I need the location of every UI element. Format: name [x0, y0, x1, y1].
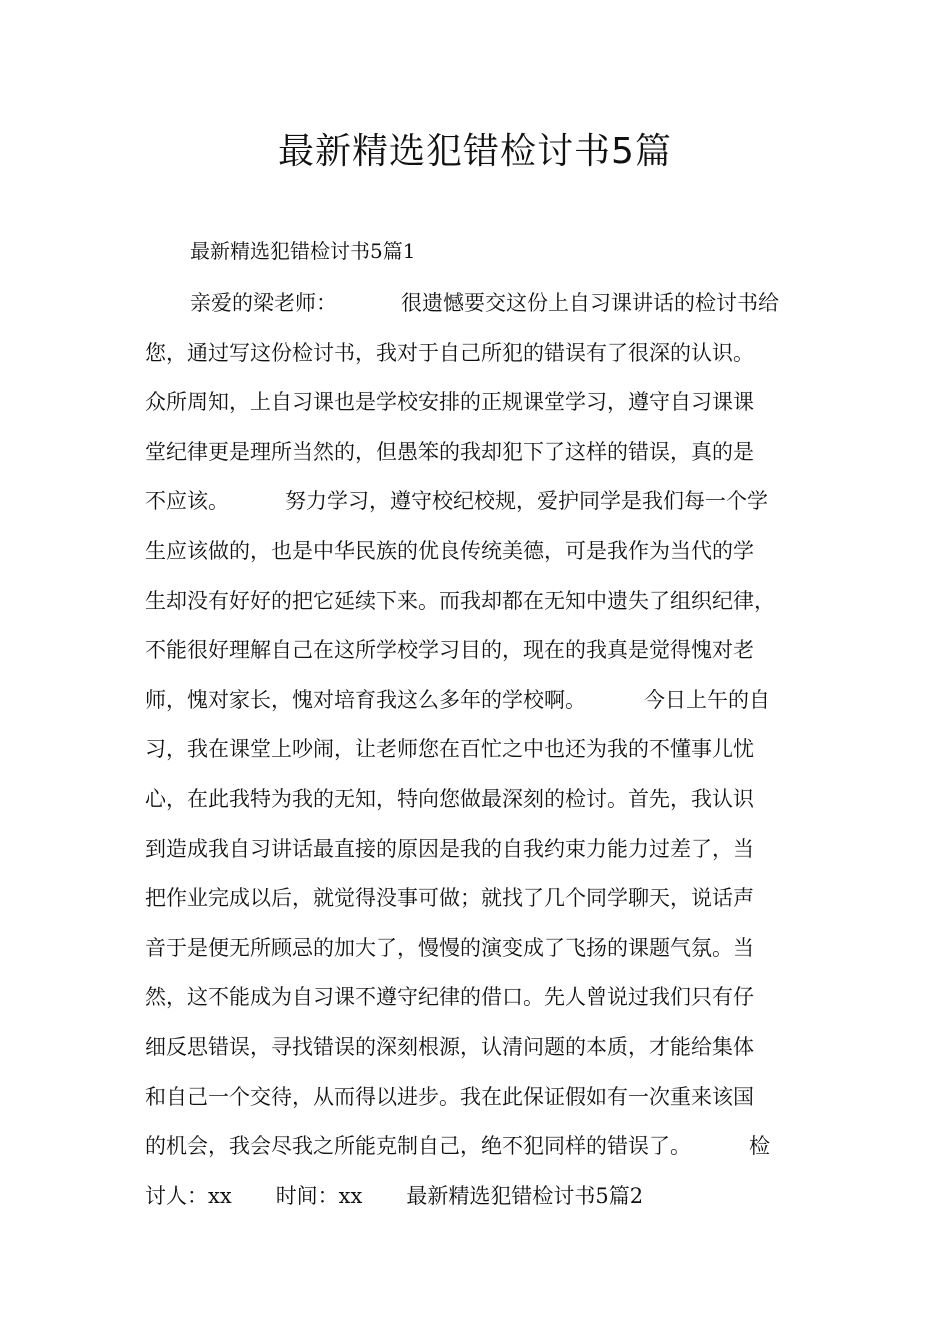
- document-body: [145, 285, 825, 1227]
- body-text: 到造成我自习讲话最直接的原因是我的自我约束力能力过差了，当: [145, 836, 754, 861]
- body-text: 众所周知，上自习课也是学校安排的正规课堂学习，遵守自习课课: [145, 390, 754, 415]
- body-text: 和自己一个交待，从而得以进步。我在此保证假如有一次重来该国: [145, 1084, 754, 1109]
- salutation: 亲爱的梁老师：: [190, 291, 337, 315]
- body-text: 不应该。: [145, 489, 229, 514]
- body-line: [145, 880, 825, 930]
- body-line: [145, 979, 825, 1029]
- body-line: [145, 1178, 825, 1228]
- body-text: 细反思错误，寻找错误的深刻根源，认清问题的本质，才能给集体: [145, 1034, 754, 1059]
- body-line: [145, 483, 825, 533]
- body-line: [145, 434, 825, 484]
- body-text: 习，我在课堂上吵闹，让老师您在百忙之中也还为我的不懂事儿忧: [145, 737, 754, 762]
- body-line: [145, 930, 825, 980]
- body-line: [145, 335, 825, 385]
- body-text: 心，在此我特为我的无知，特向您做最深刻的检讨。首先，我认识: [145, 786, 754, 811]
- body-text: 很遗憾要交这份上自习课讲话的检讨书给: [401, 291, 779, 315]
- body-text: 生应该做的，也是中华民族的优良传统美德，可是我作为当代的学: [145, 538, 754, 563]
- body-line: [145, 831, 825, 881]
- document-title: 最新精选犯错检讨书5篇: [278, 131, 672, 172]
- body-text: 的机会，我会尽我之所能克制自己，绝不犯同样的错误了。: [145, 1134, 691, 1159]
- body-text: 努力学习，遵守校纪校规，爱护同学是我们每一个学: [285, 489, 768, 514]
- section-heading: 最新精选犯错检讨书5篇1: [190, 239, 416, 263]
- body-line: [145, 632, 825, 682]
- body-text: 检: [749, 1134, 770, 1159]
- body-line: [145, 1029, 825, 1079]
- body-text: 师，愧对家长，愧对培育我这么多年的学校啊。: [145, 687, 586, 712]
- body-text: 不能很好理解自己在这所学校学习目的，现在的我真是觉得愧对老: [145, 638, 754, 663]
- body-line: [145, 583, 825, 633]
- section-heading-inline: 最新精选犯错检讨书5篇2: [406, 1183, 644, 1208]
- body-line: [145, 682, 825, 732]
- body-line: [145, 781, 825, 831]
- body-line: [145, 384, 825, 434]
- reviewer-label: 讨人：xx: [145, 1183, 232, 1208]
- body-line: [145, 533, 825, 583]
- body-line: [145, 285, 825, 335]
- body-text: 今日上午的自: [644, 687, 770, 712]
- body-text: 您，通过写这份检讨书，我对于自己所犯的错误有了很深的认识。: [145, 340, 754, 365]
- body-text: 把作业完成以后，就觉得没事可做；就找了几个同学聊天，说话声: [145, 886, 754, 911]
- body-text: 生却没有好好的把它延续下来。而我却都在无知中遗失了组织纪律，: [145, 588, 775, 613]
- body-line: [145, 1128, 825, 1178]
- date-label: 时间：xx: [275, 1183, 363, 1208]
- body-text: 然，这不能成为自习课不遵守纪律的借口。先人曾说过我们只有仔: [145, 985, 754, 1010]
- body-line: [145, 731, 825, 781]
- body-text: 音于是便无所顾忌的加大了，慢慢的演变成了飞扬的课题气氛。当: [145, 935, 754, 960]
- body-text: 堂纪律更是理所当然的，但愚笨的我却犯下了这样的错误，真的是: [145, 439, 754, 464]
- body-line: [145, 1079, 825, 1129]
